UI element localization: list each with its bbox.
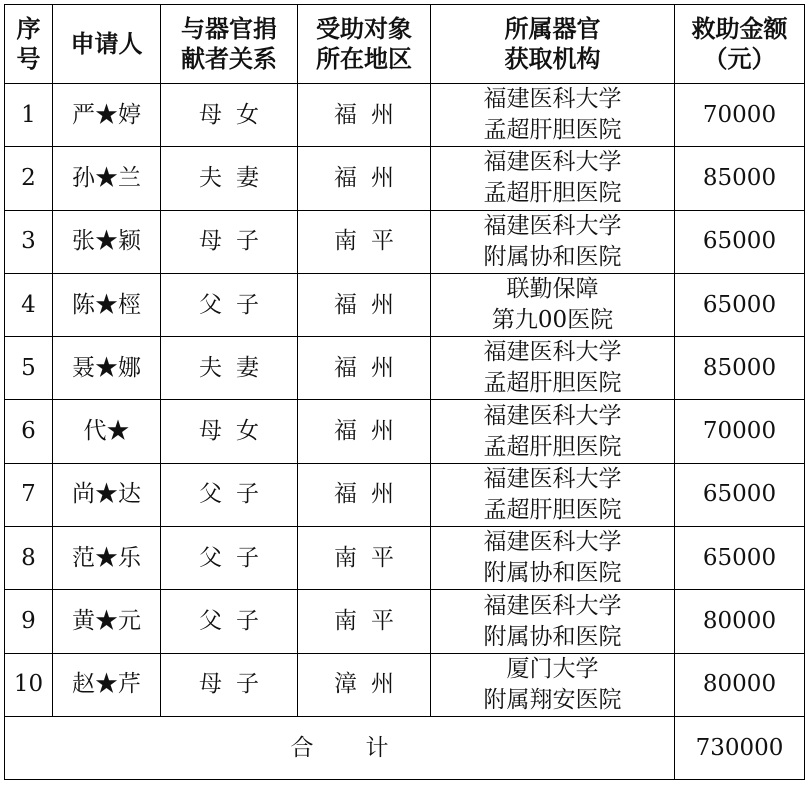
procurement-institution: [431, 400, 675, 463]
relief-amount: 80000: [675, 653, 805, 716]
recipient-region: 福州: [298, 400, 431, 463]
procurement-institution: [431, 147, 675, 210]
header-applicant-line: 申请人: [70, 30, 143, 58]
total-row: [5, 717, 805, 780]
applicant-name: 范★乐: [53, 527, 161, 590]
institution-line: 福建医科大学: [483, 402, 622, 429]
recipient-region: 漳州: [298, 653, 431, 716]
procurement-institution: [431, 337, 675, 400]
procurement-institution: [431, 84, 675, 147]
donor-relation: 夫妻: [161, 147, 298, 210]
donor-relation: 母子: [161, 210, 298, 273]
header-institution-line: 所属器官: [504, 15, 601, 43]
table-row: [5, 590, 805, 653]
relief-amount: 65000: [675, 527, 805, 590]
header-region-line: 所在地区: [316, 45, 412, 73]
procurement-institution: [431, 210, 675, 273]
relief-amount: 70000: [675, 84, 805, 147]
procurement-institution: [431, 527, 675, 590]
donor-relation: 父子: [161, 590, 298, 653]
header-no: [5, 5, 53, 84]
header-region: [298, 5, 431, 84]
institution-line: 福建医科大学: [483, 465, 622, 492]
institution-line: 孟超肝胆医院: [483, 433, 622, 460]
row-number: 9: [5, 590, 53, 653]
recipient-region: 南平: [298, 210, 431, 273]
institution-line: 孟超肝胆医院: [483, 180, 622, 207]
table-header-row: [5, 5, 805, 84]
recipient-region: 福州: [298, 463, 431, 526]
header-institution: [431, 5, 675, 84]
donor-relation: 母女: [161, 84, 298, 147]
procurement-institution: [431, 273, 675, 336]
recipient-region: 福州: [298, 273, 431, 336]
procurement-institution: [431, 653, 675, 716]
institution-line: 福建医科大学: [483, 339, 622, 366]
row-number: 1: [5, 84, 53, 147]
institution-line: 附属协和医院: [483, 560, 622, 587]
institution-line: 孟超肝胆医院: [483, 117, 622, 144]
relief-amount: 85000: [675, 147, 805, 210]
donor-relation: 母女: [161, 400, 298, 463]
applicant-name: 尚★达: [53, 463, 161, 526]
row-number: 6: [5, 400, 53, 463]
institution-line: 福建医科大学: [483, 592, 622, 619]
row-number: 8: [5, 527, 53, 590]
recipient-region: 南平: [298, 527, 431, 590]
applicant-name: 张★颖: [53, 210, 161, 273]
table-row: [5, 84, 805, 147]
institution-line: 福建医科大学: [483, 149, 622, 176]
header-relation-line: 献者关系: [181, 45, 277, 73]
table-row: [5, 653, 805, 716]
relief-amount: 65000: [675, 273, 805, 336]
row-number: 5: [5, 337, 53, 400]
institution-line: 福建医科大学: [483, 212, 622, 239]
institution-line: 联勤保障: [506, 276, 599, 303]
relief-amount: 65000: [675, 210, 805, 273]
applicant-name: 陈★桱: [53, 273, 161, 336]
donor-relation: 父子: [161, 463, 298, 526]
total-amount: 730000: [675, 717, 805, 780]
header-region-line: 受助对象: [316, 15, 412, 43]
recipient-region: 福州: [298, 147, 431, 210]
institution-line: 附属协和医院: [483, 623, 622, 650]
header-relation-line: 与器官捐: [181, 15, 277, 43]
institution-line: 福建医科大学: [483, 529, 622, 556]
total-label: 合计: [5, 717, 675, 780]
donor-relation: 夫妻: [161, 337, 298, 400]
header-amount-line: 救助金额: [691, 15, 788, 43]
table-body: [5, 84, 805, 717]
header-relation: [161, 5, 298, 84]
procurement-institution: [431, 463, 675, 526]
table-row: [5, 210, 805, 273]
header-institution-line: 获取机构: [504, 45, 601, 73]
applicant-name: 严★婷: [53, 84, 161, 147]
institution-line: 福建医科大学: [483, 86, 622, 113]
institution-line: 厦门大学: [506, 655, 599, 682]
row-number: 2: [5, 147, 53, 210]
recipient-region: 福州: [298, 84, 431, 147]
table-row: [5, 527, 805, 590]
institution-line: 孟超肝胆医院: [483, 496, 622, 523]
header-no-line: 号: [16, 45, 41, 73]
applicant-name: 聂★娜: [53, 337, 161, 400]
relief-amount: 65000: [675, 463, 805, 526]
header-no-line: 序: [16, 15, 41, 43]
applicant-name: 孙★兰: [53, 147, 161, 210]
relief-table: [4, 4, 805, 780]
table-row: [5, 400, 805, 463]
applicant-name: 代★: [53, 400, 161, 463]
recipient-region: 福州: [298, 337, 431, 400]
table-row: [5, 463, 805, 526]
header-amount: [675, 5, 805, 84]
institution-line: 孟超肝胆医院: [483, 370, 622, 397]
row-number: 3: [5, 210, 53, 273]
donor-relation: 父子: [161, 527, 298, 590]
relief-table-container: [4, 4, 804, 780]
row-number: 10: [5, 653, 53, 716]
applicant-name: 赵★芹: [53, 653, 161, 716]
header-amount-line: （元）: [703, 45, 776, 73]
header-applicant: [53, 5, 161, 84]
donor-relation: 父子: [161, 273, 298, 336]
table-row: [5, 273, 805, 336]
institution-line: 附属协和医院: [483, 243, 622, 270]
relief-amount: 80000: [675, 590, 805, 653]
institution-line: 第九00医院: [491, 307, 614, 334]
procurement-institution: [431, 590, 675, 653]
table-row: [5, 337, 805, 400]
relief-amount: 70000: [675, 400, 805, 463]
donor-relation: 母子: [161, 653, 298, 716]
row-number: 7: [5, 463, 53, 526]
row-number: 4: [5, 273, 53, 336]
recipient-region: 南平: [298, 590, 431, 653]
relief-amount: 85000: [675, 337, 805, 400]
table-row: [5, 147, 805, 210]
institution-line: 附属翔安医院: [483, 686, 622, 713]
applicant-name: 黄★元: [53, 590, 161, 653]
